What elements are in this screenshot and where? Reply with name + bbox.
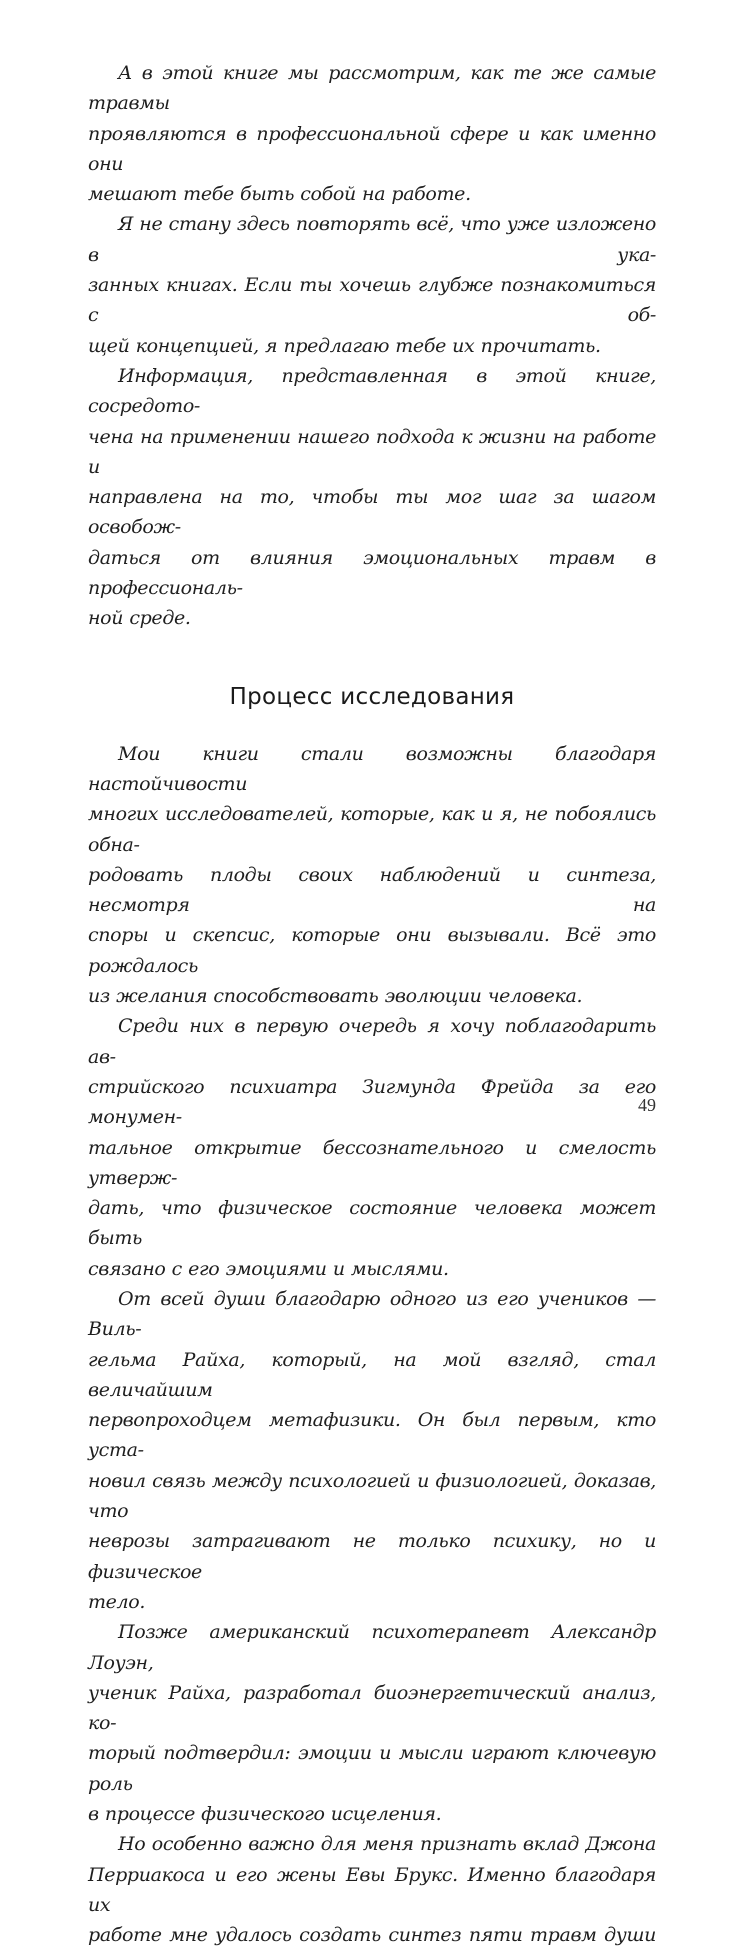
text-line: первопроходцем метафизики. Он был первым, кто уста- (88, 1409, 656, 1462)
text-line: стрийского психиатра Зигмунда Фрейда за его монумен- (88, 1075, 656, 1129)
paragraph (88, 1829, 656, 1950)
paragraph (88, 58, 656, 209)
text-line: ученик Райха, разработал биоэнергетический анализ, ко- (88, 1681, 656, 1735)
text-line: Но особенно важно для меня признать вклад Джона (118, 1833, 656, 1856)
intro-text (88, 58, 656, 634)
text-line: мешают тебе быть собой на работе. (88, 183, 471, 206)
text-line: Среди них в первую очередь я хочу поблагодарить ав- (88, 1015, 656, 1068)
text-line: новил связь между психологией и физиологией, доказав, что (88, 1469, 656, 1523)
text-line: в процессе физического исцеления. (88, 1803, 442, 1826)
text-line: Информация, представленная в этой книге, сосредото- (88, 364, 656, 418)
text-line: торый подтвердил: эмоции и мысли играют ключевую роль (88, 1742, 656, 1795)
text-line: Я не стану здесь повторять всё, что уже изложено в ука- (88, 213, 656, 266)
text-line: тальное открытие бессознательного и смелость утверж- (88, 1136, 656, 1189)
text-line: тело. (88, 1590, 146, 1613)
text-line: занных книгах. Если ты хочешь глубже познакомиться с об- (88, 274, 656, 327)
section-text (88, 739, 656, 1951)
text-line: гельма Райха, который, на мой взгляд, стал величайшим (88, 1348, 656, 1401)
book-page (88, 58, 656, 1951)
text-line: чена на применении нашего подхода к жизни на работе и (88, 425, 656, 478)
page-number: 49 (638, 1095, 656, 1115)
paragraph (88, 1284, 656, 1617)
paragraph (88, 1617, 656, 1829)
text-line: даться от влияния эмоциональных травм в профессиональ- (88, 546, 656, 600)
paragraph (88, 209, 656, 360)
text-line: проявляются в профессиональной сфере и как именно они (88, 122, 656, 175)
text-line: работе мне удалось создать синтез пяти травм души (88, 1924, 656, 1947)
text-line: неврозы затрагивают не только психику, но и физическое (88, 1530, 656, 1583)
text-line: из желания способствовать эволюции человека. (88, 985, 583, 1008)
text-line: Мои книги стали возможны благодаря настойчивости (88, 742, 656, 795)
text-line: Перриакоса и его жены Евы Брукс. Именно благодаря их (88, 1863, 656, 1916)
paragraph (88, 739, 656, 1012)
text-line: направлена на то, чтобы ты мог шаг за шагом освобож- (88, 486, 656, 539)
text-line: От всей души благодарю одного из его учеников — Виль- (88, 1287, 656, 1341)
text-line: ной среде. (88, 607, 191, 630)
text-line: А в этой книге мы рассмотрим, как те же самые травмы (88, 62, 656, 115)
paragraph (88, 1011, 656, 1284)
text-line: многих исследователей, которые, как и я, не побоялись обна- (88, 803, 656, 856)
section-heading: Процесс исследования (229, 683, 515, 710)
text-line: щей концепцией, я предлагаю тебе их прочитать. (88, 334, 601, 357)
text-line: дать, что физическое состояние человека может быть (88, 1197, 656, 1250)
text-line: родовать плоды своих наблюдений и синтеза, несмотря на (88, 863, 656, 917)
text-line: связано с его эмоциями и мыслями. (88, 1257, 449, 1280)
text-line: Позже американский психотерапевт Александр Лоуэн, (88, 1621, 656, 1674)
paragraph (88, 361, 656, 634)
text-line: споры и скепсис, которые они вызывали. Всё это рождалось (88, 924, 656, 977)
